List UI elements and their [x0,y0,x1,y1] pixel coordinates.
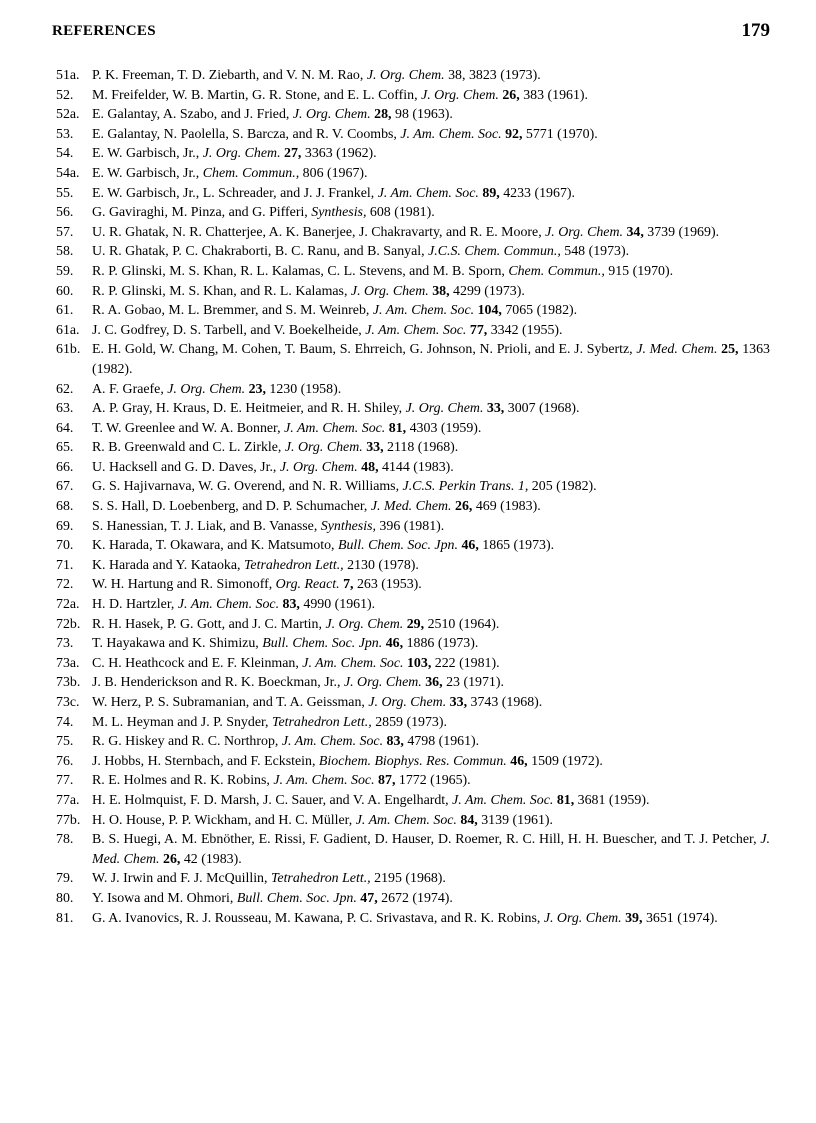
reference-number: 72a. [56,597,80,613]
reference-text: R. B. Greenwald and C. L. Zirkle, J. Org. Chem. 33, 2118 (1968). [92,440,459,456]
reference-text: G. Gaviraghi, M. Pinza, and G. Pifferi, Synthesis, 608 (1981). [92,205,435,221]
reference-number: 73c. [56,695,80,710]
page-number: 179 [741,20,770,41]
reference-text: R. H. Hasek, P. G. Gott, and J. C. Martin, J. Org. Chem. 29, 2510 (1964). [92,616,500,632]
reference-number: 62. [56,381,74,397]
reference-number: 65. [56,440,74,456]
reference-number: 70. [56,538,74,554]
reference-text: E. W. Garbisch, Jr., L. Schreader, and J. J. Frankel, J. Am. Chem. Soc. 89, 4233 (1967). [92,185,575,201]
reference-entry [56,811,770,831]
reference-number: 57. [56,224,74,240]
reference-text: A. F. Graefe, J. Org. Chem. 23, 1230 (1958). [92,381,342,397]
reference-text: T. W. Greenlee and W. A. Bonner, J. Am. Chem. Soc. 81, 4303 (1959). [92,420,482,436]
reference-number: 59. [56,263,74,279]
reference-text: R. P. Glinski, M. S. Khan, R. L. Kalamas, C. L. Stevens, and M. B. Sporn, Chem. Commun., 915 (1970). [92,263,674,279]
reference-text: C. H. Heathcock and E. F. Kleinman, J. Am. Chem. Soc. 103, 222 (1981). [92,655,500,671]
reference-entry [56,262,770,282]
reference-text: R. G. Hiskey and R. C. Northrop, J. Am. Chem. Soc. 83, 4798 (1961). [92,734,480,750]
reference-text: E. Galantay, A. Szabo, and J. Fried, J. Org. Chem. 28, 98 (1963). [92,107,453,123]
reference-text: H. D. Hartzler, J. Am. Chem. Soc. 83, 4990 (1961). [92,597,376,613]
running-header [52,20,770,44]
reference-number: 81. [56,910,74,926]
reference-entry [56,889,770,909]
reference-text: K. Harada and Y. Kataoka, Tetrahedron Lett., 2130 (1978). [92,557,419,573]
reference-number: 72b. [56,616,81,632]
reference-entry [56,869,770,889]
reference-text: W. J. Irwin and F. J. McQuillin, Tetrahedron Lett., 2195 (1968). [92,871,446,887]
reference-number: 54. [56,146,74,162]
reference-number: 74. [56,714,74,730]
reference-text: S. S. Hall, D. Loebenberg, and D. P. Schumacher, J. Med. Chem. 26, 469 (1983). [92,499,541,515]
reference-number: 61a. [56,322,80,338]
reference-entry [56,203,770,223]
reference-number: 73b. [56,675,81,691]
reference-entry [56,909,770,929]
reference-text: U. Hacksell and G. D. Daves, Jr., J. Org. Chem. 48, 4144 (1983). [92,459,454,475]
reference-number: 73. [56,636,74,652]
reference-entry [56,301,770,321]
reference-number: 56. [56,205,74,221]
reference-number: 52a. [56,107,80,123]
reference-text: H. E. Holmquist, F. D. Marsh, J. C. Sauer, and V. A. Engelhardt, J. Am. Chem. Soc. 81, 3681 (1959). [92,792,650,808]
reference-entry [56,164,770,184]
reference-number: 60. [56,283,74,299]
reference-entry [56,105,770,125]
reference-entry [56,771,770,791]
reference-entry [56,556,770,576]
reference-number: 69. [56,518,74,534]
reference-number: 78. [56,832,74,848]
reference-list [56,66,770,928]
reference-entry [56,517,770,537]
reference-entry [56,497,770,517]
reference-number: 52. [56,87,74,103]
reference-text: R. E. Holmes and R. K. Robins, J. Am. Chem. Soc. 87, 1772 (1965). [92,773,471,789]
reference-text: G. S. Hajivarnava, W. G. Overend, and N. R. Williams, J.C.S. Perkin Trans. 1, 205 (1982). [92,479,597,495]
reference-number: 61b. [56,342,81,358]
reference-entry [56,380,770,400]
reference-entry [56,340,770,379]
reference-entry [56,693,770,713]
reference-entry [56,732,770,752]
reference-number: 58. [56,244,74,260]
reference-text: E. Galantay, N. Paolella, S. Barcza, and R. V. Coombs, J. Am. Chem. Soc. 92, 5771 (1970). [92,126,598,142]
reference-entry [56,477,770,497]
reference-entry [56,242,770,262]
reference-number: 55. [56,185,74,201]
reference-number: 66. [56,459,74,475]
reference-entry [56,321,770,341]
reference-text: Y. Isowa and M. Ohmori, Bull. Chem. Soc. Jpn. 47, 2672 (1974). [92,890,453,906]
reference-number: 72. [56,577,74,593]
reference-text: K. Harada, T. Okawara, and K. Matsumoto, Bull. Chem. Soc. Jpn. 46, 1865 (1973). [92,538,555,554]
reference-text: M. Freifelder, W. B. Martin, G. R. Stone, and E. L. Coffin, J. Org. Chem. 26, 383 (1961). [92,87,589,103]
reference-number: 79. [56,871,74,887]
reference-entry [56,791,770,811]
reference-entry [56,713,770,733]
reference-number: 51a. [56,68,80,83]
reference-entry [56,144,770,164]
reference-number: 54a. [56,165,80,181]
reference-number: 77a. [56,792,80,808]
reference-text: R. A. Gobao, M. L. Bremmer, and S. M. Weinreb, J. Am. Chem. Soc. 104, 7065 (1982). [92,303,578,319]
reference-number: 80. [56,890,74,906]
reference-text: U. R. Ghatak, P. C. Chakraborti, B. C. Ranu, and B. Sanyal, J.C.S. Chem. Commun., 548 (1973). [92,244,630,260]
reference-text: E. W. Garbisch, Jr., Chem. Commun., 806 (1967). [92,165,368,181]
reference-text: E. W. Garbisch, Jr., J. Org. Chem. 27, 3363 (1962). [92,146,377,162]
reference-text: H. O. House, P. P. Wickham, and H. C. Müller, J. Am. Chem. Soc. 84, 3139 (1961). [92,812,553,828]
reference-text: M. L. Heyman and J. P. Snyder, Tetrahedron Lett., 2859 (1973). [92,714,447,730]
reference-text: U. R. Ghatak, N. R. Chatterjee, A. K. Banerjee, J. Chakravarty, and R. E. Moore, J. Org. Chem. 34, 3739 (1969). [92,224,720,240]
reference-entry [56,419,770,439]
reference-text: A. P. Gray, H. Kraus, D. E. Heitmeier, and R. H. Shiley, J. Org. Chem. 33, 3007 (1968). [92,401,580,417]
reference-text: W. H. Hartung and R. Simonoff, Org. React. 7, 263 (1953). [92,577,422,593]
reference-entry [56,125,770,145]
reference-number: 67. [56,479,74,495]
reference-number: 77b. [56,812,81,828]
reference-number: 71. [56,557,74,573]
reference-number: 77. [56,773,74,789]
reference-text: R. P. Glinski, M. S. Khan, and R. L. Kalamas, J. Org. Chem. 38, 4299 (1973). [92,283,525,299]
reference-number: 63. [56,401,74,417]
reference-text: P. K. Freeman, T. D. Ziebarth, and V. N. M. Rao, J. Org. Chem. 38, 3823 (1973). [92,68,541,83]
reference-entry [56,66,770,86]
reference-entry [56,615,770,635]
reference-text: J. B. Henderickson and R. K. Boeckman, Jr., J. Org. Chem. 36, 23 (1971). [92,675,504,691]
reference-entry [56,536,770,556]
reference-text: G. A. Ivanovics, R. J. Rousseau, M. Kawana, P. C. Srivastava, and R. K. Robins, J. Org. Chem. 39, 3651 (1974). [92,910,718,926]
reference-entry [56,399,770,419]
reference-text: T. Hayakawa and K. Shimizu, Bull. Chem. Soc. Jpn. 46, 1886 (1973). [92,636,479,652]
reference-text: S. Hanessian, T. J. Liak, and B. Vanasse, Synthesis, 396 (1981). [92,518,445,534]
reference-text: W. Herz, P. S. Subramanian, and T. A. Geissman, J. Org. Chem. 33, 3743 (1968). [92,695,543,710]
reference-entry [56,830,770,869]
reference-number: 73a. [56,655,80,671]
reference-text: E. H. Gold, W. Chang, M. Cohen, T. Baum, S. Ehrreich, G. Johnson, N. Prioli, and E. J. Sybertz, J. Med. Chem. 25, 1363 (1982). [92,342,770,377]
reference-entry [56,86,770,106]
reference-entry [56,223,770,243]
section-title: REFERENCES [52,23,156,39]
reference-text: J. C. Godfrey, D. S. Tarbell, and V. Boekelheide, J. Am. Chem. Soc. 77, 3342 (1955). [92,322,563,338]
reference-number: 76. [56,753,74,769]
reference-entry [56,752,770,772]
reference-text: J. Hobbs, H. Sternbach, and F. Eckstein, Biochem. Biophys. Res. Commun. 46, 1509 (1972). [92,753,603,769]
reference-entry [56,634,770,654]
reference-entry [56,575,770,595]
reference-number: 68. [56,499,74,515]
reference-entry [56,595,770,615]
reference-number: 64. [56,420,74,436]
reference-entry [56,184,770,204]
reference-entry [56,458,770,478]
reference-text: B. S. Huegi, A. M. Ebnöther, E. Rissi, F. Gadient, D. Hauser, D. Roemer, R. C. Hill, H. H. Buescher, and T. J. Petcher, J. Med. Chem. 26, 42 (1983). [92,832,770,867]
reference-number: 75. [56,734,74,750]
reference-entry [56,654,770,674]
reference-entry [56,673,770,693]
reference-entry [56,282,770,302]
reference-entry [56,438,770,458]
reference-number: 61. [56,303,74,319]
reference-number: 53. [56,126,74,142]
